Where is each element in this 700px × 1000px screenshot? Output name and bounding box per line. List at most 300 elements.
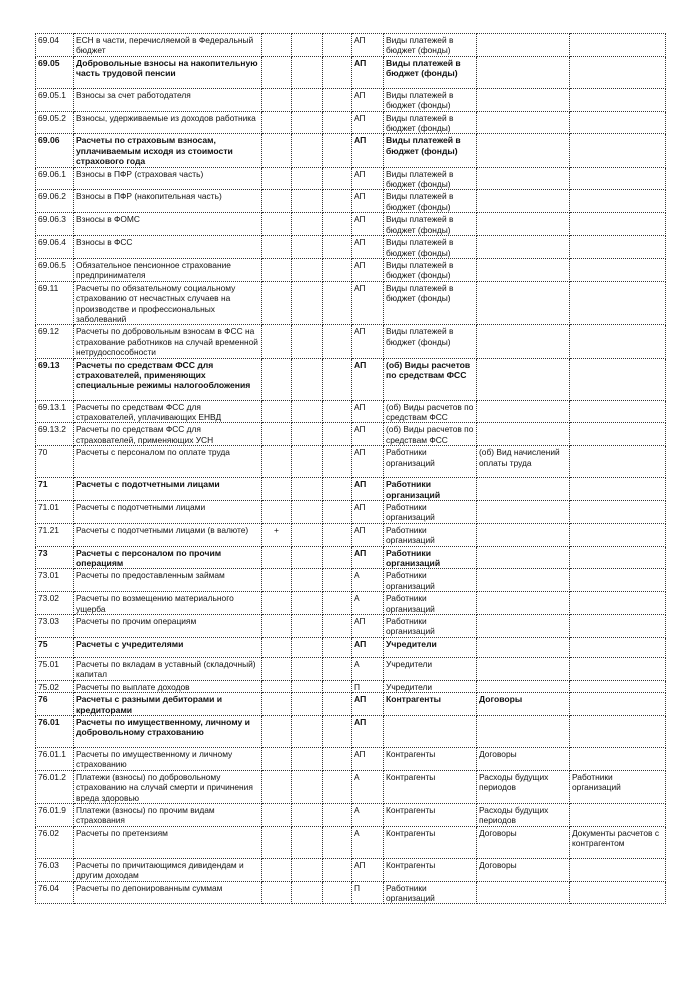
table-row (36, 281, 666, 325)
flag-col-4-cell (292, 657, 323, 680)
subconto-3-cell (570, 400, 666, 423)
account-code-cell: 69.13 (36, 358, 74, 400)
table-row (36, 34, 666, 57)
subconto-3-cell (570, 236, 666, 259)
subconto-3-cell (570, 446, 666, 478)
account-type-cell: АП (352, 258, 384, 281)
subconto-1-cell: Контрагенты (384, 826, 477, 858)
subconto-2-cell (477, 88, 570, 111)
subconto-3-cell (570, 747, 666, 770)
account-code-cell: 69.04 (36, 34, 74, 57)
flag-col-5-cell (323, 715, 352, 747)
subconto-1-cell (384, 715, 477, 747)
subconto-1-cell: (об) Виды расчетов по средствам ФСС (384, 423, 477, 446)
account-code-cell: 75.02 (36, 680, 74, 692)
account-type-cell: АП (352, 747, 384, 770)
flag-col-4-cell (292, 190, 323, 213)
table-row (36, 423, 666, 446)
flag-col-5-cell (323, 523, 352, 546)
subconto-2-cell (477, 325, 570, 358)
subconto-2-cell: Договоры (477, 858, 570, 881)
flag-col-5-cell (323, 803, 352, 826)
flag-col-4-cell (292, 523, 323, 546)
subconto-1-cell: Учредители (384, 680, 477, 692)
account-name-cell: Взносы в ПФР (накопительная часть) (74, 190, 262, 213)
flag-col-5-cell (323, 569, 352, 592)
account-code-cell: 76.02 (36, 826, 74, 858)
subconto-3-cell: Документы расчетов с контрагентом (570, 826, 666, 858)
subconto-1-cell: Работники организаций (384, 615, 477, 638)
subconto-3-cell (570, 423, 666, 446)
subconto-1-cell: Работники организаций (384, 546, 477, 569)
flag-col-3-cell (262, 236, 292, 259)
subconto-3-cell (570, 523, 666, 546)
subconto-1-cell: Виды платежей в бюджет (фонды) (384, 190, 477, 213)
subconto-2-cell (477, 501, 570, 524)
flag-col-5-cell (323, 423, 352, 446)
subconto-2-cell (477, 615, 570, 638)
account-code-cell: 69.06.4 (36, 236, 74, 259)
flag-col-3-cell (262, 34, 292, 57)
subconto-2-cell: (об) Вид начислений оплаты труда (477, 446, 570, 478)
flag-col-5-cell (323, 34, 352, 57)
subconto-3-cell (570, 111, 666, 134)
account-name-cell: Взносы за счет работодателя (74, 88, 262, 111)
subconto-3-cell (570, 56, 666, 88)
flag-col-3-cell (262, 569, 292, 592)
account-name-cell: Расчеты по возмещению материального ущерба (74, 592, 262, 615)
account-code-cell: 70 (36, 446, 74, 478)
flag-col-5-cell (323, 770, 352, 803)
table-row (36, 615, 666, 638)
account-type-cell: АП (352, 281, 384, 325)
flag-col-3-cell (262, 546, 292, 569)
flag-col-5-cell (323, 826, 352, 858)
account-type-cell: АП (352, 111, 384, 134)
flag-col-4-cell (292, 281, 323, 325)
account-name-cell: Платежи (взносы) по прочим видам страхования (74, 803, 262, 826)
flag-col-4-cell (292, 569, 323, 592)
subconto-3-cell (570, 881, 666, 904)
subconto-1-cell: Работники организаций (384, 501, 477, 524)
account-name-cell: Расчеты по претензиям (74, 826, 262, 858)
table-row (36, 657, 666, 680)
flag-col-3-cell (262, 88, 292, 111)
flag-col-3-cell (262, 423, 292, 446)
account-name-cell: Взносы, удерживаемые из доходов работника (74, 111, 262, 134)
account-type-cell: АП (352, 400, 384, 423)
account-code-cell: 73 (36, 546, 74, 569)
flag-col-5-cell (323, 693, 352, 716)
subconto-3-cell (570, 213, 666, 236)
flag-col-3-cell (262, 680, 292, 692)
subconto-2-cell (477, 111, 570, 134)
table-row (36, 715, 666, 747)
account-code-cell: 69.13.2 (36, 423, 74, 446)
subconto-3-cell (570, 592, 666, 615)
table-row (36, 546, 666, 569)
flag-col-3-cell (262, 715, 292, 747)
subconto-3-cell (570, 167, 666, 190)
subconto-1-cell: Контрагенты (384, 858, 477, 881)
account-code-cell: 69.05.1 (36, 88, 74, 111)
flag-col-3-cell (262, 501, 292, 524)
flag-col-5-cell (323, 56, 352, 88)
subconto-1-cell: Работники организаций (384, 569, 477, 592)
account-code-cell: 69.06.2 (36, 190, 74, 213)
account-code-cell: 69.06 (36, 134, 74, 167)
chart-of-accounts-table (35, 33, 666, 904)
account-type-cell: А (352, 569, 384, 592)
account-code-cell: 76.01 (36, 715, 74, 747)
flag-col-4-cell (292, 615, 323, 638)
subconto-2-cell (477, 715, 570, 747)
account-name-cell: Расчеты по страховым взносам, уплачиваемым исходя из стоимости страхового года (74, 134, 262, 167)
flag-col-4-cell (292, 446, 323, 478)
subconto-3-cell (570, 34, 666, 57)
flag-col-5-cell (323, 637, 352, 657)
flag-col-5-cell (323, 858, 352, 881)
account-type-cell: АП (352, 615, 384, 638)
subconto-2-cell (477, 637, 570, 657)
flag-col-4-cell (292, 325, 323, 358)
flag-col-4-cell (292, 478, 323, 501)
account-type-cell: АП (352, 88, 384, 111)
table-row (36, 680, 666, 692)
account-code-cell: 69.11 (36, 281, 74, 325)
flag-col-5-cell (323, 501, 352, 524)
subconto-2-cell (477, 423, 570, 446)
account-type-cell: АП (352, 478, 384, 501)
flag-col-5-cell (323, 881, 352, 904)
account-name-cell: ЕСН в части, перечисляемой в Федеральный бюджет (74, 34, 262, 57)
subconto-1-cell: Виды платежей в бюджет (фонды) (384, 281, 477, 325)
flag-col-5-cell (323, 592, 352, 615)
flag-col-4-cell (292, 826, 323, 858)
account-type-cell: АП (352, 358, 384, 400)
flag-col-4-cell (292, 747, 323, 770)
account-name-cell: Расчеты по предоставленным займам (74, 569, 262, 592)
subconto-2-cell (477, 358, 570, 400)
account-name-cell: Расчеты с персоналом по прочим операциям (74, 546, 262, 569)
flag-col-3-cell (262, 446, 292, 478)
account-type-cell: АП (352, 546, 384, 569)
account-code-cell: 76.01.1 (36, 747, 74, 770)
flag-col-5-cell (323, 747, 352, 770)
subconto-2-cell: Договоры (477, 826, 570, 858)
subconto-1-cell: Работники организаций (384, 523, 477, 546)
table-row (36, 478, 666, 501)
flag-col-4-cell (292, 881, 323, 904)
account-type-cell: А (352, 826, 384, 858)
flag-col-4-cell (292, 400, 323, 423)
account-type-cell: А (352, 592, 384, 615)
subconto-3-cell (570, 803, 666, 826)
subconto-1-cell: Виды платежей в бюджет (фонды) (384, 213, 477, 236)
subconto-3-cell (570, 715, 666, 747)
flag-col-4-cell (292, 693, 323, 716)
subconto-3-cell (570, 546, 666, 569)
flag-col-5-cell (323, 680, 352, 692)
flag-col-4-cell (292, 258, 323, 281)
account-name-cell: Расчеты с учредителями (74, 637, 262, 657)
subconto-2-cell (477, 281, 570, 325)
subconto-2-cell: Договоры (477, 693, 570, 716)
flag-col-3-cell (262, 826, 292, 858)
subconto-3-cell (570, 358, 666, 400)
table-body (36, 34, 666, 904)
account-type-cell: АП (352, 213, 384, 236)
flag-col-3-cell (262, 881, 292, 904)
account-name-cell: Обязательное пенсионное страхование предпринимателя (74, 258, 262, 281)
flag-col-4-cell (292, 56, 323, 88)
subconto-3-cell (570, 693, 666, 716)
account-type-cell: П (352, 881, 384, 904)
account-name-cell: Расчеты по имущественному и личному страхованию (74, 747, 262, 770)
flag-col-4-cell (292, 501, 323, 524)
subconto-2-cell (477, 167, 570, 190)
table-row (36, 523, 666, 546)
flag-col-3-cell (262, 770, 292, 803)
flag-col-4-cell (292, 423, 323, 446)
flag-col-3-cell (262, 478, 292, 501)
flag-col-3-cell (262, 358, 292, 400)
flag-col-3-cell (262, 803, 292, 826)
account-code-cell: 69.12 (36, 325, 74, 358)
table-row (36, 826, 666, 858)
table-row (36, 858, 666, 881)
subconto-2-cell: Расходы будущих периодов (477, 770, 570, 803)
subconto-1-cell: Виды платежей в бюджет (фонды) (384, 167, 477, 190)
flag-col-3-cell (262, 134, 292, 167)
subconto-2-cell (477, 190, 570, 213)
account-name-cell: Расчеты по выплате доходов (74, 680, 262, 692)
account-code-cell: 69.05.2 (36, 111, 74, 134)
subconto-1-cell: Виды платежей в бюджет (фонды) (384, 111, 477, 134)
flag-col-4-cell (292, 680, 323, 692)
account-type-cell: АП (352, 501, 384, 524)
account-code-cell: 76.04 (36, 881, 74, 904)
flag-col-3-cell (262, 213, 292, 236)
account-name-cell: Расчеты с персоналом по оплате труда (74, 446, 262, 478)
subconto-3-cell (570, 134, 666, 167)
account-type-cell: АП (352, 236, 384, 259)
subconto-3-cell (570, 190, 666, 213)
flag-col-3-cell (262, 858, 292, 881)
subconto-1-cell: Виды платежей в бюджет (фонды) (384, 56, 477, 88)
account-code-cell: 71 (36, 478, 74, 501)
subconto-3-cell (570, 858, 666, 881)
account-type-cell: А (352, 657, 384, 680)
account-name-cell: Расчеты с подотчетными лицами (74, 478, 262, 501)
account-type-cell: АП (352, 167, 384, 190)
flag-col-5-cell (323, 657, 352, 680)
flag-col-5-cell (323, 167, 352, 190)
subconto-3-cell (570, 637, 666, 657)
subconto-2-cell (477, 56, 570, 88)
account-type-cell: АП (352, 134, 384, 167)
table-row (36, 803, 666, 826)
flag-col-4-cell (292, 34, 323, 57)
subconto-1-cell: Виды платежей в бюджет (фонды) (384, 325, 477, 358)
account-name-cell: Расчеты с подотчетными лицами (в валюте) (74, 523, 262, 546)
subconto-3-cell (570, 569, 666, 592)
document-page (35, 33, 665, 904)
account-code-cell: 69.13.1 (36, 400, 74, 423)
subconto-2-cell (477, 134, 570, 167)
subconto-1-cell: Контрагенты (384, 747, 477, 770)
subconto-2-cell (477, 34, 570, 57)
account-type-cell: АП (352, 523, 384, 546)
subconto-2-cell (477, 657, 570, 680)
subconto-3-cell (570, 325, 666, 358)
flag-col-5-cell (323, 88, 352, 111)
flag-col-3-cell (262, 657, 292, 680)
flag-col-5-cell (323, 213, 352, 236)
flag-col-4-cell (292, 592, 323, 615)
account-name-cell: Расчеты по прочим операциям (74, 615, 262, 638)
subconto-1-cell: (об) Виды расчетов по средствам ФСС (384, 358, 477, 400)
flag-col-4-cell (292, 858, 323, 881)
subconto-2-cell (477, 213, 570, 236)
subconto-3-cell (570, 281, 666, 325)
table-row (36, 213, 666, 236)
subconto-1-cell: Контрагенты (384, 693, 477, 716)
account-code-cell: 69.06.3 (36, 213, 74, 236)
table-row (36, 134, 666, 167)
flag-col-5-cell (323, 190, 352, 213)
table-row (36, 190, 666, 213)
account-type-cell: АП (352, 34, 384, 57)
flag-col-5-cell (323, 400, 352, 423)
account-name-cell: Платежи (взносы) по добровольному страхованию на случай смерти и причинения вреда здоровью (74, 770, 262, 803)
account-name-cell: Расчеты по средствам ФСС для страхователей, применяющих специальные режимы налогообложения (74, 358, 262, 400)
subconto-2-cell (477, 680, 570, 692)
account-name-cell: Взносы в ФОМС (74, 213, 262, 236)
account-code-cell: 69.06.5 (36, 258, 74, 281)
subconto-2-cell (477, 236, 570, 259)
flag-col-3-cell (262, 167, 292, 190)
table-row (36, 747, 666, 770)
flag-col-3-cell (262, 190, 292, 213)
flag-col-3-cell (262, 111, 292, 134)
flag-col-3-cell (262, 592, 292, 615)
flag-col-3-cell (262, 56, 292, 88)
account-name-cell: Расчеты по причитающимся дивидендам и другим доходам (74, 858, 262, 881)
subconto-1-cell: Виды платежей в бюджет (фонды) (384, 88, 477, 111)
table-row (36, 446, 666, 478)
subconto-2-cell (477, 478, 570, 501)
account-code-cell: 71.21 (36, 523, 74, 546)
flag-col-5-cell (323, 615, 352, 638)
table-row (36, 569, 666, 592)
subconto-3-cell (570, 657, 666, 680)
subconto-3-cell (570, 680, 666, 692)
account-type-cell: АП (352, 637, 384, 657)
flag-col-3-cell (262, 615, 292, 638)
flag-col-4-cell (292, 770, 323, 803)
account-name-cell: Расчеты с подотчетными лицами (74, 501, 262, 524)
subconto-2-cell (477, 592, 570, 615)
subconto-3-cell: Работники организаций (570, 770, 666, 803)
account-type-cell: АП (352, 423, 384, 446)
account-type-cell: АП (352, 446, 384, 478)
flag-col-3-cell (262, 400, 292, 423)
flag-col-4-cell (292, 236, 323, 259)
flag-col-4-cell (292, 715, 323, 747)
subconto-3-cell (570, 478, 666, 501)
table-row (36, 258, 666, 281)
subconto-2-cell: Договоры (477, 747, 570, 770)
table-row (36, 358, 666, 400)
flag-col-4-cell (292, 213, 323, 236)
table-row (36, 592, 666, 615)
flag-col-5-cell (323, 111, 352, 134)
account-code-cell: 76.03 (36, 858, 74, 881)
table-row (36, 236, 666, 259)
account-code-cell: 76.01.2 (36, 770, 74, 803)
table-row (36, 111, 666, 134)
flag-col-4-cell (292, 803, 323, 826)
flag-col-5-cell (323, 258, 352, 281)
flag-col-3-cell: + (262, 523, 292, 546)
table-row (36, 770, 666, 803)
subconto-2-cell (477, 400, 570, 423)
account-code-cell: 75.01 (36, 657, 74, 680)
account-name-cell: Взносы в ПФР (страховая часть) (74, 167, 262, 190)
account-code-cell: 76.01.9 (36, 803, 74, 826)
account-name-cell: Расчеты по депонированным суммам (74, 881, 262, 904)
account-type-cell: АП (352, 715, 384, 747)
account-name-cell: Расчеты с разными дебиторами и кредиторами (74, 693, 262, 716)
account-name-cell: Расчеты по средствам ФСС для страхователей, применяющих УСН (74, 423, 262, 446)
flag-col-4-cell (292, 546, 323, 569)
account-type-cell: П (352, 680, 384, 692)
account-name-cell: Расчеты по добровольным взносам в ФСС на страхование работников на случай временной нетрудоспособности (74, 325, 262, 358)
flag-col-3-cell (262, 693, 292, 716)
table-row (36, 881, 666, 904)
flag-col-3-cell (262, 325, 292, 358)
flag-col-4-cell (292, 134, 323, 167)
table-row (36, 88, 666, 111)
table-row (36, 400, 666, 423)
flag-col-4-cell (292, 88, 323, 111)
subconto-2-cell (477, 258, 570, 281)
table-row (36, 501, 666, 524)
account-type-cell: АП (352, 325, 384, 358)
account-code-cell: 69.05 (36, 56, 74, 88)
subconto-1-cell: Работники организаций (384, 592, 477, 615)
flag-col-4-cell (292, 637, 323, 657)
table-row (36, 325, 666, 358)
subconto-1-cell: Виды платежей в бюджет (фонды) (384, 34, 477, 57)
flag-col-4-cell (292, 167, 323, 190)
subconto-1-cell: Работники организаций (384, 881, 477, 904)
flag-col-3-cell (262, 281, 292, 325)
subconto-1-cell: Виды платежей в бюджет (фонды) (384, 134, 477, 167)
subconto-2-cell (477, 881, 570, 904)
account-code-cell: 75 (36, 637, 74, 657)
flag-col-3-cell (262, 747, 292, 770)
account-code-cell: 73.02 (36, 592, 74, 615)
subconto-2-cell: Расходы будущих периодов (477, 803, 570, 826)
account-type-cell: АП (352, 693, 384, 716)
subconto-1-cell: Виды платежей в бюджет (фонды) (384, 258, 477, 281)
table-row (36, 693, 666, 716)
account-code-cell: 76 (36, 693, 74, 716)
table-row (36, 637, 666, 657)
flag-col-3-cell (262, 637, 292, 657)
